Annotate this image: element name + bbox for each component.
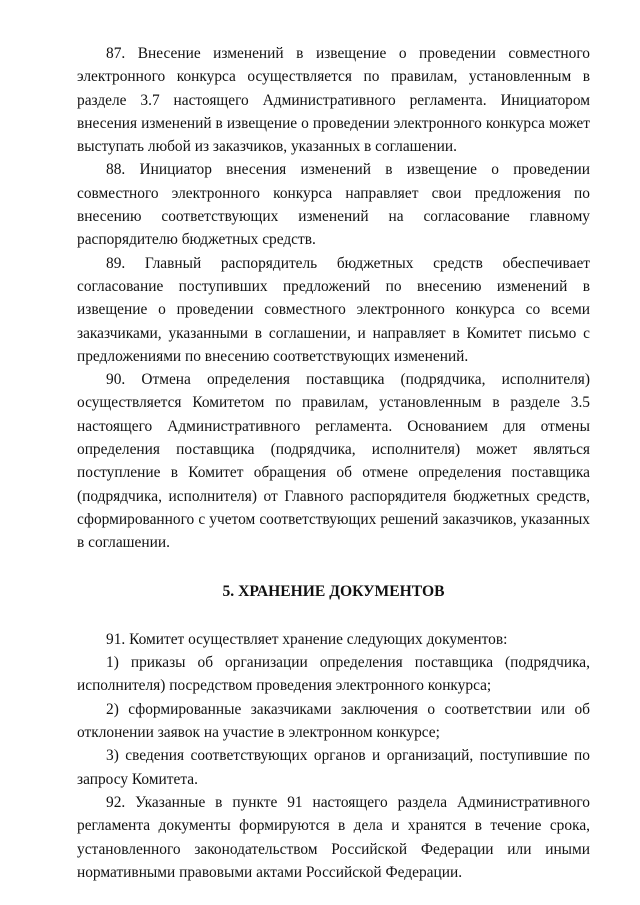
spacer — [77, 603, 590, 628]
paragraph-88: 88. Инициатор внесения изменений в извещение о проведении совместного электронного конкурса направляет свои предложения по внесению соответствующих изменений на согласование главному распорядителю бюджетных средств. — [77, 161, 590, 249]
paragraph-89: 89. Главный распорядитель бюджетных средств обеспечивает согласование поступивших предложений по внесению изменений в извещение о проведении совместного электронного конкурса со всеми заказчиками, указанными в соглашении, и направляет в Комитет письмо с предложениями по внесению соответствующих изменений. — [77, 254, 590, 365]
list-item-2: 2) сформированные заказчиками заключения о соответствии или об отклонении заявок на участие в электронном конкурсе; — [77, 700, 590, 742]
document-page — [77, 42, 590, 884]
paragraph-90: 90. Отмена определения поставщика (подрядчика, исполнителя) осуществляется Комитетом по правилам, установленным в разделе 3.5 настоящего Административного регламента. Основанием для отмены определения поставщика (подрядчика, исполнителя) может являться поступление в Комитет обращения об отмене определения поставщика (подрядчика, исполнителя) от Главного распорядителя бюджетных средств, сформированного с учетом соответствующих решений заказчиков, указанных в соглашении. — [77, 371, 590, 552]
list-item-1: 1) приказы об организации определения поставщика (подрядчика, исполнителя) посредством проведения электронного конкурса; — [77, 654, 590, 695]
paragraph-87: 87. Внесение изменений в извещение о проведении совместного электронного конкурса осуществляется по правилам, установленным в разделе 3.7 настоящего Административного регламента. Инициатором внесения изменений в извещение о проведении электронного конкурса может выступать любой из заказчиков, указанных в соглашении. — [77, 45, 590, 156]
paragraph-91: 91. Комитет осуществляет хранение следующих документов: — [106, 630, 508, 648]
list-item-3: 3) сведения соответствующих органов и организаций, поступившие по запросу Комитета. — [77, 747, 590, 788]
section-heading: 5. ХРАНЕНИЕ ДОКУМЕНТОВ — [222, 582, 445, 600]
paragraph-92: 92. Указанные в пункте 91 настоящего раздела Административного регламента документы формируются в дела и хранятся в течение срока, установленного законодательством Российской Федерации или иными нормативными правовыми актами Российской Федерации. — [77, 793, 590, 881]
spacer — [77, 555, 590, 580]
